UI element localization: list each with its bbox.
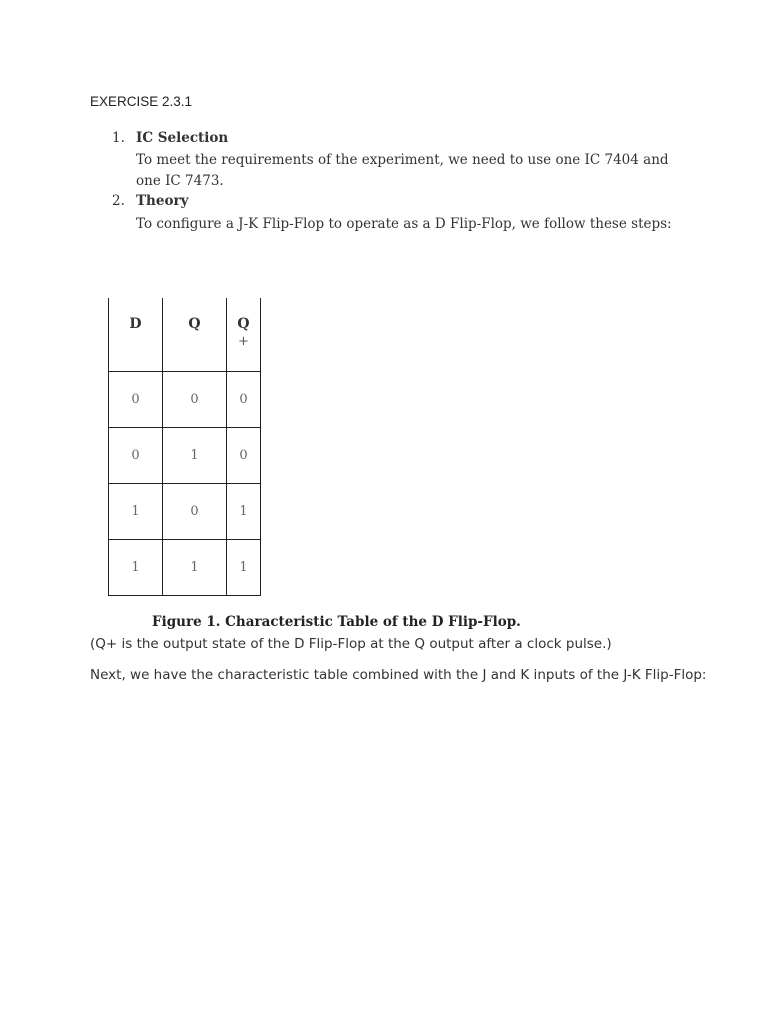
table-cell: 1 [109,483,163,539]
table-cell: 1 [163,427,227,483]
table-cell: 0 [163,483,227,539]
exercise-heading: EXERCISE 2.3.1 [90,94,193,109]
list-number: 2. [112,193,125,209]
table-cell: 0 [227,427,261,483]
table-row [109,483,261,539]
table-cell: 1 [109,539,163,595]
table-row [109,427,261,483]
table-note: (Q+ is the output state of the D Flip-Flop at the Q output after a clock pulse.) [90,636,612,652]
list-number: 1. [112,130,125,146]
list-item-body: To meet the requirements of the experiment, we need to use one IC 7404 and one IC 7473. [136,152,669,189]
table-cell: 0 [227,371,261,427]
table-cell: 0 [109,371,163,427]
header-cell-d: D [109,298,163,371]
table-header-row [109,298,261,371]
header-cell-q-plus [227,298,261,371]
header-q-letter: Q [237,316,250,332]
table-row [109,371,261,427]
table-cell: 1 [227,539,261,595]
table-cell: 1 [163,539,227,595]
list-item-title: IC Selection [136,130,229,146]
characteristic-table-container [108,298,261,596]
list-item-title: Theory [136,193,189,209]
characteristic-table [108,298,261,596]
header-plus-sign: + [238,334,249,349]
list-item-body: To configure a J-K Flip-Flop to operate as a D Flip-Flop, we follow these steps: [136,216,672,232]
next-paragraph: Next, we have the characteristic table combined with the J and K inputs of the J-K Flip-Flop: [90,667,707,683]
table-cell: 1 [227,483,261,539]
table-cell: 0 [109,427,163,483]
figure-caption: Figure 1. Characteristic Table of the D Flip-Flop. [152,614,521,630]
table-cell: 0 [163,371,227,427]
header-cell-q: Q [163,298,227,371]
table-row [109,539,261,595]
